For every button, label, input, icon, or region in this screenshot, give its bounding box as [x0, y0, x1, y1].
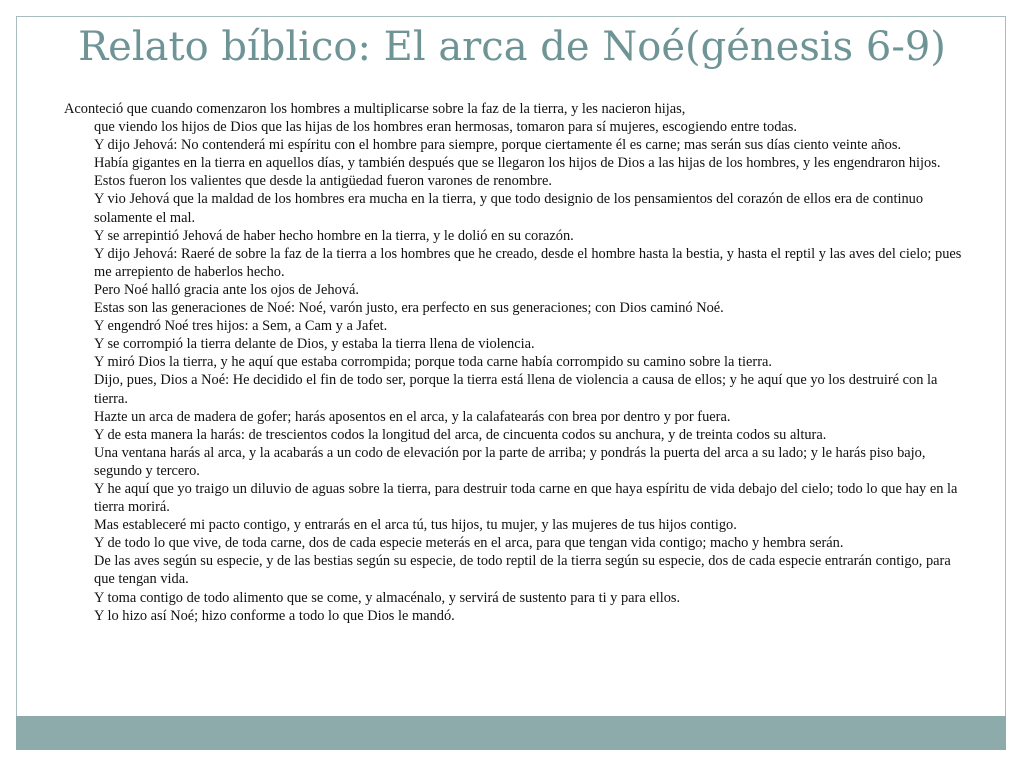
paragraph-21: Y toma contigo de todo alimento que se come, y almacénalo, y servirá de sustento para ti y para ellos.: [94, 589, 681, 606]
paragraph-11: Y se corrompió la tierra delante de Dios, y estaba la tierra llena de violencia.: [94, 336, 535, 353]
paragraph-4: Había gigantes en la tierra en aquellos días, y también después que se llegaron los hijos de Dios a las hijas de los hombres, y les engendraron hijos. Estos fueron los valientes que desde la antigüedad fueron varones de renombre.: [94, 155, 941, 190]
paragraph-5: Y vio Jehová que la maldad de los hombres era mucha en la tierra, y que todo designio de los pensamientos del corazón de ellos era de continuo solamente el mal.: [94, 191, 924, 226]
bottom-accent-band: [16, 716, 1006, 750]
paragraph-3: Y dijo Jehová: No contenderá mi espíritu con el hombre para siempre, porque ciertamente él es carne; mas serán sus días ciento veinte años.: [94, 137, 902, 154]
paragraph-14: Hazte un arca de madera de gofer; harás aposentos en el arca, y la calafatearás con brea por dentro y por fuera.: [94, 408, 731, 425]
paragraph-17: Y he aquí que yo traigo un diluvio de aguas sobre la tierra, para destruir toda carne en que haya espíritu de vida debajo del cielo; todo lo que hay en la tierra morirá.: [94, 480, 958, 516]
paragraph-15: Y de esta manera la harás: de trescientos codos la longitud del arca, de cincuenta codos su anchura, y de treinta codos su altura.: [94, 426, 827, 443]
paragraph-10: Y engendró Noé tres hijos: a Sem, a Cam y a Jafet.: [94, 318, 388, 335]
paragraph-19: Y de todo lo que vive, de toda carne, dos de cada especie meterás en el arca, para que tengan vida contigo; macho y hembra serán.: [94, 535, 844, 552]
paragraph-13: Dijo, pues, Dios a Noé: He decidido el fin de todo ser, porque la tierra está llena de violencia a causa de ellos; y he aquí que yo los destruiré con la tierra.: [94, 372, 938, 407]
paragraph-7: Y dijo Jehová: Raeré de sobre la faz de la tierra a los hombres que he creado, desde el hombre hasta la bestia, y hasta el reptil y las aves del cielo; pues me arrepiento de haberlos hecho.: [94, 245, 962, 280]
paragraph-16: Una ventana harás al arca, y la acabarás a un codo de elevación por la parte de arriba; y pondrás la puerta del arca a su lado; y le harás piso bajo, segundo y tercero.: [94, 444, 926, 479]
paragraph-12: Y miró Dios la tierra, y he aquí que estaba corrompida; porque toda carne había corrompido su camino sobre la tierra.: [94, 354, 772, 371]
slide-body: [64, 100, 970, 625]
paragraph-6: Y se arrepintió Jehová de haber hecho hombre en la tierra, y le dolió en su corazón.: [94, 227, 574, 244]
paragraph-2: que viendo los hijos de Dios que las hijas de los hombres eran hermosas, tomaron para sí mujeres, escogiendo entre todas.: [94, 119, 797, 136]
paragraph-22: Y lo hizo así Noé; hizo conforme a todo lo que Dios le mandó.: [94, 607, 455, 624]
paragraph-1: Aconteció que cuando comenzaron los hombres a multiplicarse sobre la faz de la tierra, y les nacieron hijas,: [64, 101, 686, 117]
paragraph-20: De las aves según su especie, y de las bestias según su especie, de todo reptil de la tierra según su especie, dos de cada especie entrarán contigo, para que tengan vida.: [94, 553, 951, 588]
paragraph-8: Pero Noé halló gracia ante los ojos de Jehová.: [94, 281, 359, 298]
paragraph-18: Mas estableceré mi pacto contigo, y entrarás en el arca tú, tus hijos, tu mujer, y las mujeres de tus hijos contigo.: [94, 517, 737, 534]
slide-title: Relato bíblico: El arca de Noé(génesis 6-9): [78, 24, 946, 70]
paragraph-9: Estas son las generaciones de Noé: Noé, varón justo, era perfecto en sus generaciones; con Dios caminó Noé.: [94, 300, 724, 317]
